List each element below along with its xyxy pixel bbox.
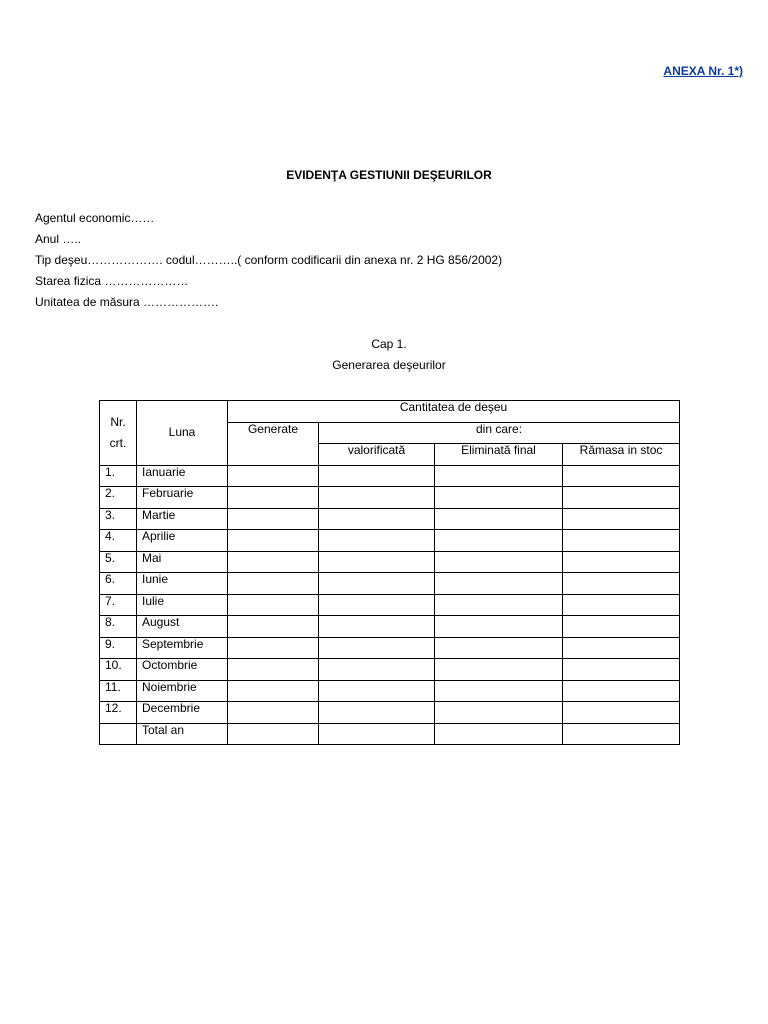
table-row	[100, 465, 680, 487]
cell-ramasa[interactable]	[563, 487, 680, 509]
cell-valorificata[interactable]	[319, 508, 435, 530]
table-row	[100, 637, 680, 659]
cell-valorificata[interactable]	[319, 616, 435, 638]
cell-luna: Aprilie	[137, 530, 228, 552]
cell-eliminata[interactable]	[435, 680, 563, 702]
header-nr-crt: Nr. crt.	[100, 401, 137, 466]
waste-generation-table	[99, 400, 680, 745]
cell-ramasa[interactable]	[563, 616, 680, 638]
cell-valorificata[interactable]	[319, 723, 435, 745]
cell-generate[interactable]	[228, 680, 319, 702]
cell-ramasa[interactable]	[563, 702, 680, 724]
cell-generate[interactable]	[228, 659, 319, 681]
cell-generate[interactable]	[228, 723, 319, 745]
cell-luna: Ianuarie	[137, 465, 228, 487]
cell-nr: 12.	[100, 702, 137, 724]
header-luna: Luna	[137, 401, 228, 466]
cell-generate[interactable]	[228, 594, 319, 616]
chapter-number: Cap 1.	[371, 337, 407, 351]
cell-luna: August	[137, 616, 228, 638]
cell-nr	[100, 723, 137, 745]
cell-luna: Octombrie	[137, 659, 228, 681]
cell-luna: Martie	[137, 508, 228, 530]
cell-valorificata[interactable]	[319, 551, 435, 573]
cell-luna: Mai	[137, 551, 228, 573]
cell-eliminata[interactable]	[435, 573, 563, 595]
table-row	[100, 551, 680, 573]
field-unitatea-masura: Unitatea de măsura ……………….	[35, 295, 219, 309]
cell-eliminata[interactable]	[435, 530, 563, 552]
cell-eliminata[interactable]	[435, 723, 563, 745]
cell-eliminata[interactable]	[435, 465, 563, 487]
header-cantitatea: Cantitatea de deşeu	[228, 401, 680, 423]
cell-luna: Septembrie	[137, 637, 228, 659]
cell-ramasa[interactable]	[563, 551, 680, 573]
table-row	[100, 616, 680, 638]
table-row	[100, 659, 680, 681]
table-row	[100, 594, 680, 616]
cell-ramasa[interactable]	[563, 530, 680, 552]
chapter-name: Generarea deşeurilor	[332, 358, 446, 372]
table-row	[100, 508, 680, 530]
cell-nr: 3.	[100, 508, 137, 530]
cell-eliminata[interactable]	[435, 594, 563, 616]
cell-nr: 6.	[100, 573, 137, 595]
cell-generate[interactable]	[228, 616, 319, 638]
cell-luna: Total an	[137, 723, 228, 745]
cell-nr: 4.	[100, 530, 137, 552]
cell-eliminata[interactable]	[435, 659, 563, 681]
field-anul: Anul …..	[35, 232, 82, 246]
cell-ramasa[interactable]	[563, 680, 680, 702]
cell-valorificata[interactable]	[319, 594, 435, 616]
cell-ramasa[interactable]	[563, 723, 680, 745]
cell-nr: 2.	[100, 487, 137, 509]
table-row	[100, 573, 680, 595]
cell-eliminata[interactable]	[435, 637, 563, 659]
document-title: EVIDENŢA GESTIUNII DEŞEURILOR	[286, 168, 492, 182]
cell-generate[interactable]	[228, 573, 319, 595]
cell-generate[interactable]	[228, 702, 319, 724]
cell-valorificata[interactable]	[319, 637, 435, 659]
header-ramasa: Rămasa in stoc	[563, 444, 680, 466]
header-din-care: din care:	[319, 422, 680, 444]
header-valorificata: valorificată	[319, 444, 435, 466]
field-agent-economic: Agentul economic……	[35, 211, 155, 225]
cell-luna: Februarie	[137, 487, 228, 509]
cell-valorificata[interactable]	[319, 530, 435, 552]
cell-nr: 11.	[100, 680, 137, 702]
table-header-row-1	[100, 401, 680, 423]
cell-ramasa[interactable]	[563, 594, 680, 616]
cell-eliminata[interactable]	[435, 508, 563, 530]
cell-generate[interactable]	[228, 508, 319, 530]
cell-ramasa[interactable]	[563, 465, 680, 487]
header-eliminata: Eliminată final	[435, 444, 563, 466]
cell-eliminata[interactable]	[435, 487, 563, 509]
cell-eliminata[interactable]	[435, 702, 563, 724]
cell-generate[interactable]	[228, 551, 319, 573]
cell-eliminata[interactable]	[435, 616, 563, 638]
annex-link[interactable]: ANEXA Nr. 1*)	[663, 64, 743, 78]
cell-luna: Decembrie	[137, 702, 228, 724]
cell-ramasa[interactable]	[563, 573, 680, 595]
header-generate: Generate	[228, 422, 319, 465]
cell-generate[interactable]	[228, 637, 319, 659]
field-starea-fizica: Starea fizica …………………	[35, 274, 189, 288]
cell-nr: 9.	[100, 637, 137, 659]
table-row	[100, 723, 680, 745]
field-tip-deseu: Tip deşeu………………. codul………..( conform codificarii din anexa nr. 2 HG 856/2002)	[35, 253, 503, 267]
cell-generate[interactable]	[228, 465, 319, 487]
cell-ramasa[interactable]	[563, 637, 680, 659]
cell-nr: 5.	[100, 551, 137, 573]
table-row	[100, 702, 680, 724]
cell-valorificata[interactable]	[319, 465, 435, 487]
cell-luna: Noiembrie	[137, 680, 228, 702]
table-row	[100, 487, 680, 509]
cell-valorificata[interactable]	[319, 659, 435, 681]
cell-nr: 8.	[100, 616, 137, 638]
cell-valorificata[interactable]	[319, 680, 435, 702]
cell-luna: Iunie	[137, 573, 228, 595]
cell-luna: Iulie	[137, 594, 228, 616]
cell-eliminata[interactable]	[435, 551, 563, 573]
cell-valorificata[interactable]	[319, 487, 435, 509]
cell-valorificata[interactable]	[319, 702, 435, 724]
cell-nr: 10.	[100, 659, 137, 681]
cell-ramasa[interactable]	[563, 659, 680, 681]
table-row	[100, 680, 680, 702]
cell-generate[interactable]	[228, 487, 319, 509]
cell-nr: 7.	[100, 594, 137, 616]
document-fields	[35, 211, 502, 316]
cell-nr: 1.	[100, 465, 137, 487]
table-row	[100, 530, 680, 552]
cell-ramasa[interactable]	[563, 508, 680, 530]
cell-generate[interactable]	[228, 530, 319, 552]
cell-valorificata[interactable]	[319, 573, 435, 595]
